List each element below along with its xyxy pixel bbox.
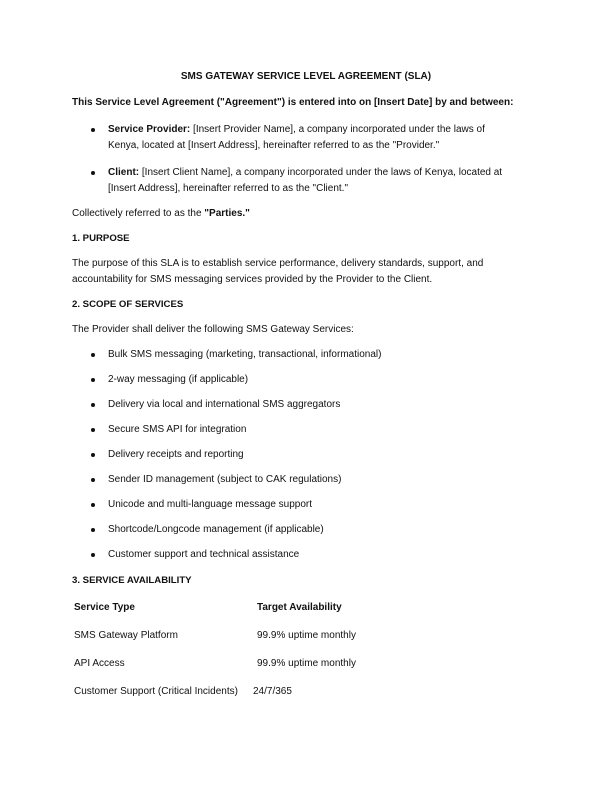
collective-statement xyxy=(72,206,250,221)
table-cell-service: Customer Support (Critical Incidents) xyxy=(74,686,238,697)
section-scope-heading: 2. SCOPE OF SERVICES xyxy=(72,299,184,310)
scope-item: Shortcode/Longcode management (if applicable) xyxy=(108,524,324,535)
table-cell-service: API Access xyxy=(74,658,125,669)
section-purpose-line1: The purpose of this SLA is to establish service performance, delivery standards, support, and xyxy=(72,258,484,269)
bullet-marker xyxy=(91,553,95,557)
scope-item: Delivery via local and international SMS aggregators xyxy=(108,399,341,410)
scope-item: Customer support and technical assistance xyxy=(108,549,300,560)
table-header-service-type: Service Type xyxy=(74,602,135,613)
bullet-marker xyxy=(91,503,95,507)
bullet-marker xyxy=(91,128,95,132)
party-provider-line2: Kenya, located at [Insert Address], hereinafter referred to as the "Provider." xyxy=(108,140,440,151)
bullet-marker xyxy=(91,171,95,175)
scope-item: Bulk SMS messaging (marketing, transactional, informational) xyxy=(108,349,382,360)
agreement-intro: This Service Level Agreement ("Agreement") is entered into on [Insert Date] by and between: xyxy=(72,97,514,108)
bullet-marker xyxy=(91,378,95,382)
scope-item: Delivery receipts and reporting xyxy=(108,449,244,460)
scope-item: 2-way messaging (if applicable) xyxy=(108,374,249,385)
party-client-line2: [Insert Address], hereinafter referred to as the "Client." xyxy=(108,183,348,194)
party-provider-label: Service Provider: xyxy=(108,124,191,135)
table-cell-target: 24/7/365 xyxy=(253,686,292,697)
bullet-marker xyxy=(91,403,95,407)
bullet-marker xyxy=(91,353,95,357)
scope-item: Secure SMS API for integration xyxy=(108,424,247,435)
document-title: SMS GATEWAY SERVICE LEVEL AGREEMENT (SLA) xyxy=(180,71,432,82)
bullet-marker xyxy=(91,428,95,432)
bullet-marker xyxy=(91,528,95,532)
table-cell-target: 99.9% uptime monthly xyxy=(257,658,356,669)
table-header-target-availability: Target Availability xyxy=(257,602,342,613)
section-purpose-heading: 1. PURPOSE xyxy=(72,233,130,244)
party-client-text: [Insert Client Name], a company incorporated under the laws of Kenya, located at xyxy=(139,167,503,178)
party-client-label: Client: xyxy=(108,167,140,178)
scope-item: Sender ID management (subject to CAK regulations) xyxy=(108,474,342,485)
table-cell-target: 99.9% uptime monthly xyxy=(257,630,356,641)
section-purpose-line2: accountability for SMS messaging services provided by the Provider to the Client. xyxy=(72,274,433,285)
bullet-marker xyxy=(91,478,95,482)
collective-text: Collectively referred to as the xyxy=(72,208,205,219)
bullet-marker xyxy=(91,453,95,457)
table-cell-service: SMS Gateway Platform xyxy=(74,630,178,641)
collective-parties: "Parties." xyxy=(204,208,250,219)
section-availability-heading: 3. SERVICE AVAILABILITY xyxy=(72,575,192,586)
scope-item: Unicode and multi-language message support xyxy=(108,499,313,510)
section-scope-intro: The Provider shall deliver the following SMS Gateway Services: xyxy=(72,324,354,335)
party-provider-line1 xyxy=(108,122,485,137)
party-client-line1 xyxy=(108,165,502,180)
party-provider-text: [Insert Provider Name], a company incorporated under the laws of xyxy=(190,124,485,135)
